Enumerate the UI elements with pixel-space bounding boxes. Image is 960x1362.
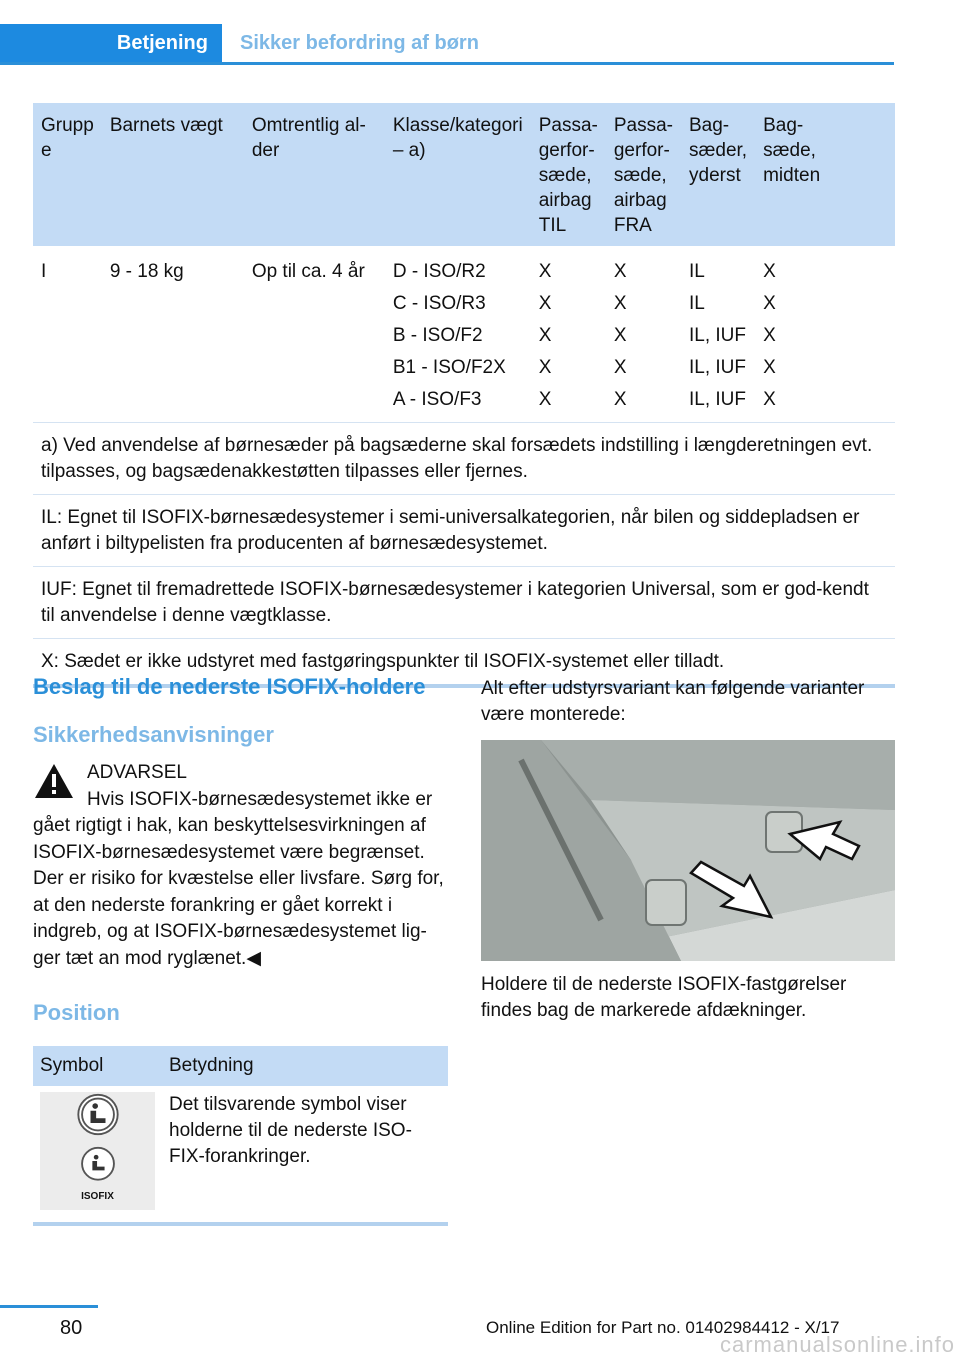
rear-middle-value: X: [763, 389, 776, 410]
symbol-table: [33, 1046, 448, 1226]
airbag-off-value: X: [613, 325, 627, 346]
airbag-on-value: X: [538, 357, 552, 378]
table-note-row: [33, 423, 895, 495]
rear-outer-value: IL, IUF: [689, 389, 747, 410]
note-a: a) Ved anvendelse af børnesæder på bagsæderne skal forsædets indstilling i længderetningen evt. tilpasses, og bagsædenakkestøtten tilpasses eller fjernes.: [33, 423, 895, 495]
cell-classes: [385, 246, 531, 423]
col-class: Klasse/kategori – a): [385, 103, 531, 246]
col-symbol: Symbol: [33, 1046, 162, 1086]
rear-middle-value: X: [763, 261, 776, 282]
class-value: C - ISO/R3: [392, 293, 486, 314]
symbol-box: [40, 1092, 155, 1210]
rear-middle-value: X: [763, 325, 776, 346]
position-heading: Position: [33, 1000, 120, 1025]
symbol-cell: [33, 1086, 162, 1224]
photo-caption: Holdere til de nederste ISOFIX-fastgørelser findes bag de markerede afdækninger.: [481, 974, 847, 1021]
rear-outer-value: IL: [689, 261, 705, 282]
cell-airbag-off: [606, 246, 681, 423]
table-row: [33, 246, 895, 423]
rear-outer-value: IL: [689, 293, 705, 314]
child-seat-icon: [74, 1092, 122, 1137]
table-note-row: [33, 567, 895, 639]
cell-airbag-on: [531, 246, 606, 423]
col-rear-outer: Bag- sæder, yderst: [681, 103, 755, 246]
warning-block: [33, 760, 448, 972]
isofix-child-seat-icon: [78, 1145, 118, 1183]
airbag-off-value: X: [613, 293, 627, 314]
cell-group: I: [33, 246, 102, 423]
col-weight: Barnets vægt: [102, 103, 244, 246]
col-rear-middle: Bag- sæde, midten: [755, 103, 895, 246]
rear-seat-photo: [481, 740, 895, 961]
cell-weight: 9 - 18 kg: [102, 246, 244, 423]
isofix-label: ISOFIX: [81, 1191, 114, 1202]
col-meaning: Betydning: [162, 1046, 448, 1086]
col-group: Grupp e: [33, 103, 102, 246]
rear-middle-value: X: [763, 293, 776, 314]
note-x: X: Sædet er ikke udstyret med fastgøringspunkter til ISOFIX-systemet eller tilladt.: [33, 639, 895, 687]
airbag-on-value: X: [538, 325, 552, 346]
table-row: [33, 1086, 448, 1224]
cell-rear-middle: [755, 246, 895, 423]
rear-middle-value: X: [763, 357, 776, 378]
left-column: [33, 672, 448, 1025]
airbag-off-value: X: [613, 357, 627, 378]
warning-text: Hvis ISOFIX-børnesædesystemet ikke er gået rigtigt i hak, kan beskyttelsesvirkningen af ISOFIX-børnesædesystemet være begrænset. Der er risiko for kvæstelse eller livsfare. Sørg for, at den nederste forankring er gået korrekt i indgreb, og at ISOFIX-børnesædesystemet lig-ger tæt an mod ryglænet.◀: [33, 788, 444, 969]
right-intro: Alt efter udstyrsvariant kan følgende varianter være monterede:: [481, 678, 865, 725]
airbag-off-value: X: [613, 261, 627, 282]
warning-triangle-icon: [33, 762, 75, 800]
footer-rule: [0, 1305, 98, 1308]
page-number: 80: [60, 1317, 83, 1339]
watermark: carmanualsonline.info: [720, 1332, 956, 1357]
warning-title: ADVARSEL: [87, 762, 187, 783]
meaning-cell: Det tilsvarende symbol viser holderne til de nederste ISO-FIX-forankringer.: [162, 1086, 448, 1224]
subsection-tab[interactable]: Sikker befordring af børn: [240, 32, 479, 54]
class-value: B1 - ISO/F2X: [392, 357, 506, 378]
class-value: A - ISO/F3: [392, 389, 482, 410]
cell-rear-outer: [681, 246, 755, 423]
class-value: B - ISO/F2: [392, 325, 483, 346]
col-age: Omtrentlig al- der: [244, 103, 385, 246]
airbag-on-value: X: [538, 389, 552, 410]
section-heading: Beslag til de nederste ISOFIX-holdere: [33, 674, 426, 699]
note-iuf: IUF: Egnet til fremadrettede ISOFIX-børnesædesystemer i kategorien Universal, som er god-kendt til anvendelse i denne vægtklasse.: [33, 567, 895, 639]
rear-outer-value: IL, IUF: [689, 325, 747, 346]
airbag-on-value: X: [538, 261, 552, 282]
symbol-table-header: [33, 1046, 448, 1086]
rear-outer-value: IL, IUF: [689, 357, 747, 378]
section-tab[interactable]: Betjening: [0, 24, 222, 62]
col-airbag-on: Passa- gerfor- sæde, airbag TIL: [531, 103, 606, 246]
note-il: IL: Egnet til ISOFIX-børnesædesystemer i semi-universalkategorien, når bilen og siddepladsen er anført i biltypelisten fra producenten af børnesædesystemet.: [33, 495, 895, 567]
class-value: D - ISO/R2: [392, 261, 486, 282]
page-header: [0, 24, 894, 65]
edition-text: Online Edition for Part no. 01402984412 - X/17: [486, 1318, 840, 1337]
airbag-off-value: X: [613, 389, 627, 410]
table-note-row: [33, 495, 895, 567]
table-header-row: [33, 103, 895, 246]
airbag-on-value: X: [538, 293, 552, 314]
col-airbag-off: Passa- gerfor- sæde, airbag FRA: [606, 103, 681, 246]
safety-subheading: Sikkerhedsanvisninger: [33, 722, 274, 747]
child-seat-table: [33, 103, 895, 688]
cell-age: Op til ca. 4 år: [244, 246, 385, 423]
